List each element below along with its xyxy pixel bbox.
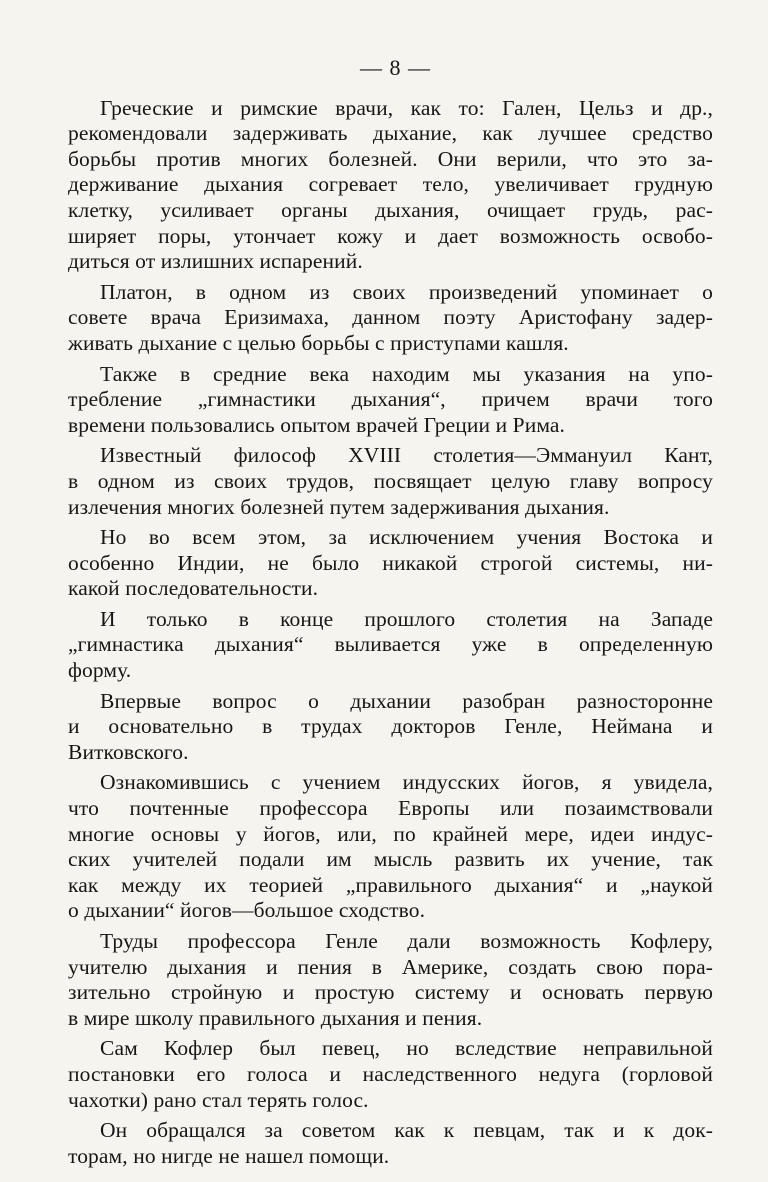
- paragraph: [68, 362, 713, 439]
- text-line: зительно стройную и простую систему и основать первую: [68, 980, 713, 1005]
- text-line: о дыхании“ йогов—большое сходство.: [68, 898, 426, 923]
- text-line: времени пользовались опытом врачей Греции и Рима.: [68, 412, 565, 437]
- text-line: борьбы против многих болезней. Они верили, что это за-: [68, 146, 713, 171]
- text-line: живать дыхание с целью борьбы с приступами кашля.: [68, 330, 569, 355]
- paragraph: [68, 525, 713, 602]
- text-line: излечения многих болезней путем задерживания дыхания.: [68, 494, 610, 519]
- text-line: Он обращался за советом как к певцам, так и к док-: [100, 1118, 713, 1143]
- text-line: в мире школу правильного дыхания и пения.: [68, 1005, 483, 1030]
- text-line: Известный философ XVIII столетия—Эммануил Кант,: [100, 443, 713, 468]
- text-line: Сам Кофлер был певец, но вследствие неправильной: [100, 1036, 713, 1061]
- text-line: что почтенные профессора Европы или позаимствовали: [68, 796, 713, 821]
- text-line: постановки его голоса и наследственного недуга (горловой: [68, 1061, 713, 1086]
- text-line: ских учителей подали им мысль развить их учение, так: [68, 847, 713, 872]
- paragraph: [68, 689, 713, 766]
- text-line: торам, но нигде не нашел помощи.: [68, 1143, 390, 1168]
- paragraph: [68, 96, 713, 275]
- book-page: [68, 55, 713, 1174]
- paragraph: [68, 280, 713, 357]
- paragraph: [68, 443, 713, 520]
- paragraph: [68, 1036, 713, 1113]
- text-line: форму.: [68, 658, 132, 683]
- text-line: держивание дыхания согревает тело, увеличивает грудную: [68, 172, 713, 197]
- text-line: „гимнастика дыхания“ выливается уже в определенную: [68, 632, 713, 657]
- text-line: Греческие и римские врачи, как то: Гален, Цельз и др.,: [100, 95, 713, 120]
- text-line: совете врача Еризимаха, данном поэту Аристофану задер-: [68, 305, 713, 330]
- text-line: чахотки) рано стал терять голос.: [68, 1087, 369, 1112]
- text-line: Труды профессора Генле дали возможность Кофлеру,: [100, 929, 713, 953]
- text-line: и основательно в трудах докторов Генле, Неймана и: [68, 714, 713, 739]
- page-body-text: [68, 96, 713, 1170]
- paragraph: [68, 607, 713, 684]
- paragraph: [68, 770, 713, 924]
- text-line: И только в конце прошлого столетия на Западе: [100, 606, 713, 631]
- text-line: какой последовательности.: [68, 576, 319, 601]
- page-number: — 8 —: [360, 55, 431, 80]
- text-line: как между их теорией „правильного дыхания“ и „наукой: [68, 872, 713, 897]
- text-line: Витковского.: [68, 739, 189, 764]
- paragraph: [68, 929, 713, 1031]
- text-line: многие основы у йогов, или, по крайней мере, идеи индус-: [68, 821, 713, 846]
- text-line: Впервые вопрос о дыхании разобран разносторонне: [100, 688, 713, 713]
- text-line: Но во всем этом, за исключением учения Востока и: [100, 525, 713, 550]
- text-line: клетку, усиливает органы дыхания, очищает грудь, рас-: [68, 197, 713, 222]
- text-line: диться от излишних испарений.: [68, 249, 363, 274]
- text-line: особенно Индии, не было никакой строгой системы, ни-: [68, 550, 713, 575]
- text-line: требление „гимнастики дыхания“, причем врачи того: [68, 387, 713, 412]
- text-line: рекомендовали задерживать дыхание, как лучшее средство: [68, 121, 713, 146]
- paragraph: [68, 1118, 713, 1169]
- text-line: в одном из своих трудов, посвящает целую главу вопросу: [68, 468, 713, 493]
- text-line: учителю дыхания и пения в Америке, создать свою пора-: [68, 954, 713, 979]
- text-line: Ознакомившись с учением индусских йогов, я увидела,: [100, 770, 713, 795]
- text-line: Также в средние века находим мы указания на упо-: [100, 361, 713, 386]
- text-line: Платон, в одном из своих произведений упоминает о: [100, 279, 713, 304]
- text-line: ширяет поры, утончает кожу и дает возможность освобо-: [68, 223, 713, 248]
